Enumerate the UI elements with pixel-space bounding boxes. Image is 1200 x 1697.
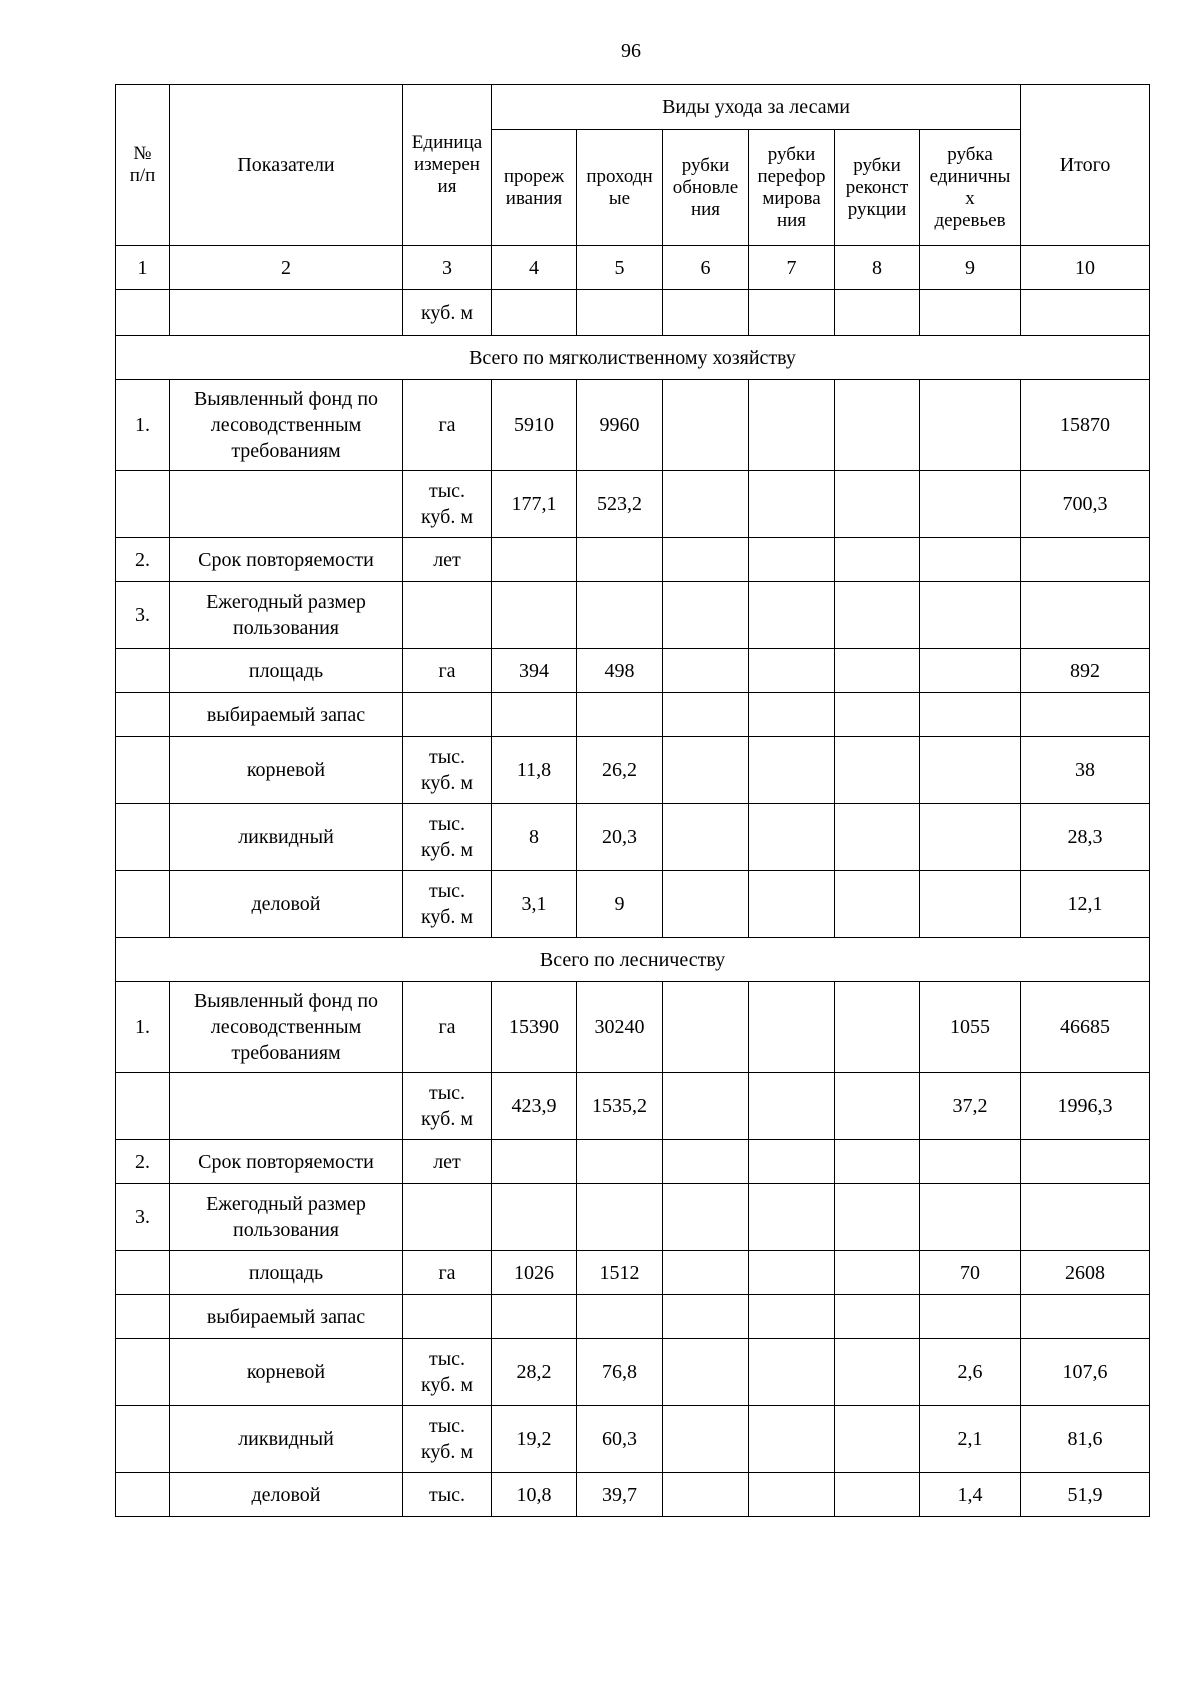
- value-cell: 19,2: [492, 1406, 577, 1473]
- value-cell: [749, 1184, 835, 1251]
- row-unit: га: [403, 982, 492, 1073]
- row-number: [116, 471, 170, 538]
- value-cell: [577, 1184, 663, 1251]
- value-cell: [663, 1473, 749, 1517]
- value-cell: [920, 737, 1021, 804]
- value-cell: [1021, 582, 1150, 649]
- value-cell: [835, 982, 920, 1073]
- value-cell: [749, 380, 835, 471]
- value-cell: 1055: [920, 982, 1021, 1073]
- value-cell: [835, 1073, 920, 1140]
- value-cell: [492, 582, 577, 649]
- row-unit: тыс.: [403, 1473, 492, 1517]
- value-cell: [1021, 1140, 1150, 1184]
- value-cell: [1021, 693, 1150, 737]
- value-cell: 423,9: [492, 1073, 577, 1140]
- value-cell: [749, 1073, 835, 1140]
- row-indicator: ликвидный: [170, 804, 403, 871]
- value-cell: 1,4: [920, 1473, 1021, 1517]
- row-unit: тыс. куб. м: [403, 1073, 492, 1140]
- value-cell: [835, 380, 920, 471]
- value-cell: [749, 1251, 835, 1295]
- row-indicator: корневой: [170, 1339, 403, 1406]
- col-number: 3: [403, 246, 492, 290]
- value-cell: [920, 649, 1021, 693]
- value-cell: 2,1: [920, 1406, 1021, 1473]
- value-cell: [492, 1295, 577, 1339]
- value-cell: [920, 380, 1021, 471]
- value-cell: 394: [492, 649, 577, 693]
- row-unit: тыс. куб. м: [403, 471, 492, 538]
- value-cell: [663, 471, 749, 538]
- value-cell: 892: [1021, 649, 1150, 693]
- value-cell: [577, 1295, 663, 1339]
- value-cell: 2,6: [920, 1339, 1021, 1406]
- header-indicators: Показатели: [170, 85, 403, 246]
- row-unit: га: [403, 649, 492, 693]
- value-cell: [749, 693, 835, 737]
- header-sub-2: проходн ые: [577, 130, 663, 246]
- header-sub-4: рубки перефор мирова ния: [749, 130, 835, 246]
- row-indicator: [170, 1073, 403, 1140]
- value-cell: [1021, 1295, 1150, 1339]
- table-row: [116, 982, 1150, 1073]
- section-title-row: [116, 938, 1150, 982]
- row-unit: лет: [403, 1140, 492, 1184]
- value-cell: 76,8: [577, 1339, 663, 1406]
- value-cell: 12,1: [1021, 871, 1150, 938]
- value-cell: [492, 1184, 577, 1251]
- value-cell: [835, 737, 920, 804]
- value-cell: [835, 1295, 920, 1339]
- value-cell: [749, 538, 835, 582]
- row-number: 3.: [116, 582, 170, 649]
- value-cell: [920, 871, 1021, 938]
- cell: [1021, 290, 1150, 336]
- row-number: [116, 1473, 170, 1517]
- col-number: 2: [170, 246, 403, 290]
- value-cell: 28,3: [1021, 804, 1150, 871]
- row-indicator: Ежегодный размер пользования: [170, 1184, 403, 1251]
- header-sub-6: рубка единичны х деревьев: [920, 130, 1021, 246]
- value-cell: [835, 538, 920, 582]
- value-cell: [835, 582, 920, 649]
- row-unit: [403, 1295, 492, 1339]
- table-row: [116, 693, 1150, 737]
- value-cell: [749, 737, 835, 804]
- value-cell: [920, 693, 1021, 737]
- row-number: [116, 1251, 170, 1295]
- value-cell: [577, 1140, 663, 1184]
- row-indicator: Выявленный фонд по лесоводственным требованиям: [170, 982, 403, 1073]
- row-number: 3.: [116, 1184, 170, 1251]
- value-cell: 177,1: [492, 471, 577, 538]
- value-cell: [920, 804, 1021, 871]
- header-total: Итого: [1021, 85, 1150, 246]
- row-number: [116, 1406, 170, 1473]
- table-row: [116, 804, 1150, 871]
- cell: [663, 290, 749, 336]
- value-cell: [749, 871, 835, 938]
- value-cell: [1021, 1184, 1150, 1251]
- row-unit: тыс. куб. м: [403, 737, 492, 804]
- row-number: 2.: [116, 1140, 170, 1184]
- table-row: [116, 1339, 1150, 1406]
- cell: [492, 290, 577, 336]
- table-row: [116, 871, 1150, 938]
- cell: [170, 290, 403, 336]
- cell: [116, 290, 170, 336]
- table-row: [116, 1140, 1150, 1184]
- table-row: [116, 1184, 1150, 1251]
- value-cell: [835, 1140, 920, 1184]
- row-unit: лет: [403, 538, 492, 582]
- forest-care-table: [115, 84, 1150, 1517]
- value-cell: [835, 649, 920, 693]
- row-number: [116, 693, 170, 737]
- cell: [749, 290, 835, 336]
- value-cell: [749, 982, 835, 1073]
- value-cell: [663, 1140, 749, 1184]
- value-cell: [749, 649, 835, 693]
- col-number: 4: [492, 246, 577, 290]
- row-unit: [403, 582, 492, 649]
- value-cell: [835, 693, 920, 737]
- table-row: [116, 1406, 1150, 1473]
- continuation-unit: куб. м: [403, 290, 492, 336]
- value-cell: 107,6: [1021, 1339, 1150, 1406]
- value-cell: 1512: [577, 1251, 663, 1295]
- row-indicator: Срок повторяемости: [170, 538, 403, 582]
- table-row: [116, 649, 1150, 693]
- row-unit: тыс. куб. м: [403, 1406, 492, 1473]
- value-cell: 70: [920, 1251, 1021, 1295]
- value-cell: [920, 538, 1021, 582]
- cell: [920, 290, 1021, 336]
- value-cell: [749, 471, 835, 538]
- row-indicator: выбираемый запас: [170, 1295, 403, 1339]
- value-cell: [577, 538, 663, 582]
- value-cell: [835, 1473, 920, 1517]
- value-cell: 10,8: [492, 1473, 577, 1517]
- header-group: Виды ухода за лесами: [492, 85, 1021, 130]
- value-cell: [663, 871, 749, 938]
- table-row: [116, 1073, 1150, 1140]
- value-cell: [1021, 538, 1150, 582]
- value-cell: [663, 1251, 749, 1295]
- row-unit: [403, 1184, 492, 1251]
- col-number: 5: [577, 246, 663, 290]
- column-numbers-row: [116, 246, 1150, 290]
- value-cell: [577, 582, 663, 649]
- continuation-row: [116, 290, 1150, 336]
- row-indicator: площадь: [170, 1251, 403, 1295]
- value-cell: [663, 1339, 749, 1406]
- header-sub-1: прореж ивания: [492, 130, 577, 246]
- row-number: [116, 871, 170, 938]
- col-number: 9: [920, 246, 1021, 290]
- table-row: [116, 1251, 1150, 1295]
- page-number: 96: [621, 40, 641, 62]
- value-cell: [663, 1073, 749, 1140]
- value-cell: [835, 804, 920, 871]
- row-indicator: Срок повторяемости: [170, 1140, 403, 1184]
- value-cell: 30240: [577, 982, 663, 1073]
- row-indicator: корневой: [170, 737, 403, 804]
- row-unit: тыс. куб. м: [403, 1339, 492, 1406]
- table-row: [116, 538, 1150, 582]
- value-cell: 1996,3: [1021, 1073, 1150, 1140]
- row-number: 2.: [116, 538, 170, 582]
- value-cell: 46685: [1021, 982, 1150, 1073]
- value-cell: [749, 804, 835, 871]
- row-unit: га: [403, 1251, 492, 1295]
- col-number: 10: [1021, 246, 1150, 290]
- row-indicator: Ежегодный размер пользования: [170, 582, 403, 649]
- value-cell: [749, 1140, 835, 1184]
- value-cell: [835, 471, 920, 538]
- value-cell: 15390: [492, 982, 577, 1073]
- row-unit: га: [403, 380, 492, 471]
- value-cell: 3,1: [492, 871, 577, 938]
- value-cell: 15870: [1021, 380, 1150, 471]
- value-cell: 11,8: [492, 737, 577, 804]
- row-number: 1.: [116, 380, 170, 471]
- value-cell: [835, 1339, 920, 1406]
- value-cell: [663, 737, 749, 804]
- value-cell: [749, 582, 835, 649]
- value-cell: [663, 804, 749, 871]
- value-cell: [749, 1473, 835, 1517]
- section-title: Всего по лесничеству: [116, 938, 1150, 982]
- table-body: [116, 85, 1150, 1517]
- value-cell: 1535,2: [577, 1073, 663, 1140]
- section-title: Всего по мягколиственному хозяйству: [116, 336, 1150, 380]
- col-number: 6: [663, 246, 749, 290]
- header-num: № п/п: [116, 85, 170, 246]
- row-number: [116, 1339, 170, 1406]
- value-cell: [835, 871, 920, 938]
- value-cell: 20,3: [577, 804, 663, 871]
- row-number: 1.: [116, 982, 170, 1073]
- value-cell: [663, 1295, 749, 1339]
- row-number: [116, 737, 170, 804]
- row-number: [116, 1295, 170, 1339]
- cell: [577, 290, 663, 336]
- value-cell: 700,3: [1021, 471, 1150, 538]
- value-cell: [663, 582, 749, 649]
- value-cell: [920, 1295, 1021, 1339]
- col-number: 8: [835, 246, 920, 290]
- row-unit: [403, 693, 492, 737]
- value-cell: 28,2: [492, 1339, 577, 1406]
- value-cell: [492, 1140, 577, 1184]
- row-indicator: Выявленный фонд по лесоводственным требованиям: [170, 380, 403, 471]
- value-cell: 8: [492, 804, 577, 871]
- table-row: [116, 582, 1150, 649]
- value-cell: [749, 1295, 835, 1339]
- value-cell: 5910: [492, 380, 577, 471]
- row-number: [116, 1073, 170, 1140]
- value-cell: 2608: [1021, 1251, 1150, 1295]
- value-cell: 9: [577, 871, 663, 938]
- value-cell: [835, 1251, 920, 1295]
- header-sub-3: рубки обновле ния: [663, 130, 749, 246]
- value-cell: [749, 1406, 835, 1473]
- header-unit: Единица измерен ия: [403, 85, 492, 246]
- value-cell: [920, 471, 1021, 538]
- value-cell: [920, 582, 1021, 649]
- value-cell: [663, 1406, 749, 1473]
- row-indicator: выбираемый запас: [170, 693, 403, 737]
- value-cell: [663, 649, 749, 693]
- value-cell: [663, 982, 749, 1073]
- value-cell: 51,9: [1021, 1473, 1150, 1517]
- row-number: [116, 649, 170, 693]
- value-cell: 81,6: [1021, 1406, 1150, 1473]
- value-cell: [920, 1184, 1021, 1251]
- table-row: [116, 1295, 1150, 1339]
- col-number: 1: [116, 246, 170, 290]
- value-cell: 523,2: [577, 471, 663, 538]
- section-title-row: [116, 336, 1150, 380]
- row-unit: тыс. куб. м: [403, 871, 492, 938]
- table-row: [116, 1473, 1150, 1517]
- value-cell: [749, 1339, 835, 1406]
- value-cell: 9960: [577, 380, 663, 471]
- row-indicator: ликвидный: [170, 1406, 403, 1473]
- row-number: [116, 804, 170, 871]
- value-cell: [663, 538, 749, 582]
- table-row: [116, 380, 1150, 471]
- table-row: [116, 471, 1150, 538]
- value-cell: 26,2: [577, 737, 663, 804]
- row-indicator: деловой: [170, 1473, 403, 1517]
- table-row: [116, 737, 1150, 804]
- value-cell: [577, 693, 663, 737]
- row-unit: тыс. куб. м: [403, 804, 492, 871]
- value-cell: [492, 693, 577, 737]
- value-cell: [663, 1184, 749, 1251]
- value-cell: 60,3: [577, 1406, 663, 1473]
- value-cell: [663, 380, 749, 471]
- col-number: 7: [749, 246, 835, 290]
- value-cell: [835, 1406, 920, 1473]
- row-indicator: деловой: [170, 871, 403, 938]
- value-cell: 1026: [492, 1251, 577, 1295]
- header-sub-5: рубки реконст рукции: [835, 130, 920, 246]
- row-indicator: площадь: [170, 649, 403, 693]
- value-cell: 38: [1021, 737, 1150, 804]
- value-cell: [663, 693, 749, 737]
- header-row-top: [116, 85, 1150, 130]
- value-cell: [920, 1140, 1021, 1184]
- value-cell: [492, 538, 577, 582]
- value-cell: 39,7: [577, 1473, 663, 1517]
- row-indicator: [170, 471, 403, 538]
- cell: [835, 290, 920, 336]
- value-cell: [835, 1184, 920, 1251]
- value-cell: 37,2: [920, 1073, 1021, 1140]
- value-cell: 498: [577, 649, 663, 693]
